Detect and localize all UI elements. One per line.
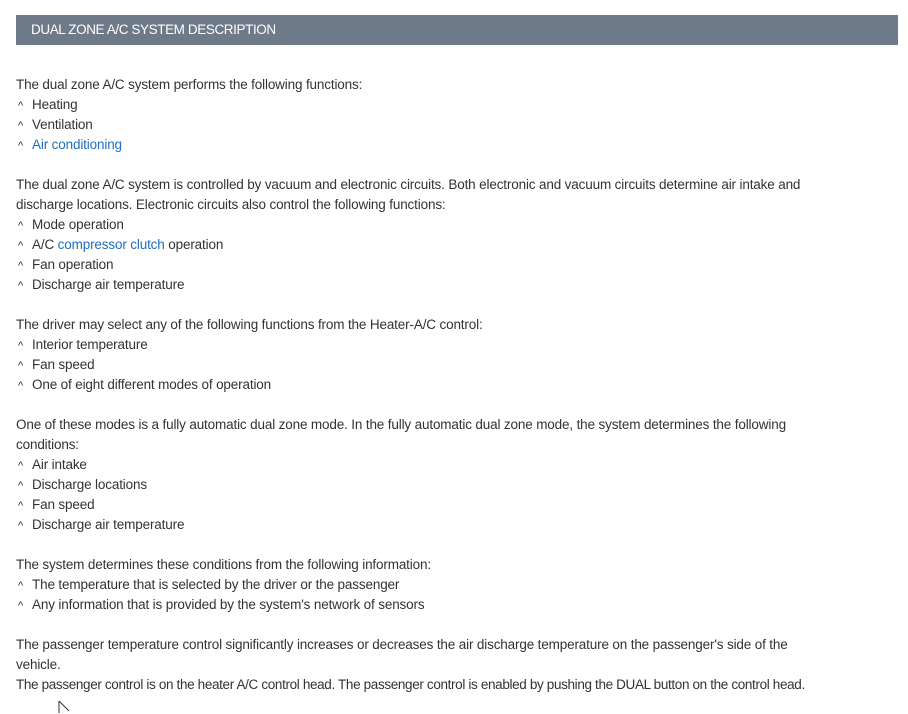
paragraph-line: The dual zone A/C system is controlled by vacuum and electronic circuits. Both electronic and vacuum circuits determine air intake and xyxy=(16,177,801,192)
paragraph: The driver may select any of the following functions from the Heater-A/C control: xyxy=(16,317,483,332)
paragraph: The system determines these conditions from the following information: xyxy=(16,557,431,572)
list-item: ^ Discharge locations xyxy=(18,477,147,492)
paragraph: The dual zone A/C system performs the following functions: xyxy=(16,77,363,92)
list-item: ^ Discharge air temperature xyxy=(18,277,185,292)
paragraph-line: vehicle. xyxy=(16,657,61,672)
list-item: ^ Heating xyxy=(18,97,78,112)
list-item: ^ Interior temperature xyxy=(18,337,148,352)
list-item: ^ Air intake xyxy=(18,457,87,472)
paragraph-line: discharge locations. Electronic circuits also control the following functions: xyxy=(16,197,446,212)
list-item: ^ The temperature that is selected by the driver or the passenger xyxy=(18,577,400,592)
paragraph-line: The passenger control is on the heater A/C control head. The passenger control is enabled by pushing the DUAL button on the control head. xyxy=(16,677,805,692)
list-item: ^ A/C compressor clutch operation xyxy=(18,237,224,252)
paragraph-line: conditions: xyxy=(16,437,79,452)
section-header xyxy=(16,15,898,45)
air-conditioning-link[interactable]: Air conditioning xyxy=(32,137,122,152)
list-item: ^ Mode operation xyxy=(18,217,124,232)
list-item: ^ Air conditioning xyxy=(18,137,122,152)
list-item: ^ Discharge air temperature xyxy=(18,517,185,532)
paragraph-line: The passenger temperature control significantly increases or decreases the air discharge temperature on the passenger's side of the xyxy=(16,637,788,652)
mouse-cursor-icon xyxy=(58,700,72,714)
list-item: ^ Fan operation xyxy=(18,257,114,272)
document-body xyxy=(16,75,906,695)
list-item: ^ Fan speed xyxy=(18,357,95,372)
paragraph-line: One of these modes is a fully automatic dual zone mode. In the fully automatic dual zone mode, the system determines the following xyxy=(16,417,786,432)
list-item: ^ Any information that is provided by the system's network of sensors xyxy=(18,597,425,612)
compressor-clutch-link[interactable]: compressor clutch xyxy=(57,237,165,252)
list-item: ^ One of eight different modes of operation xyxy=(18,377,272,392)
list-item: ^ Ventilation xyxy=(18,117,93,132)
section-title: DUAL ZONE A/C SYSTEM DESCRIPTION xyxy=(31,22,276,37)
list-item: ^ Fan speed xyxy=(18,497,95,512)
